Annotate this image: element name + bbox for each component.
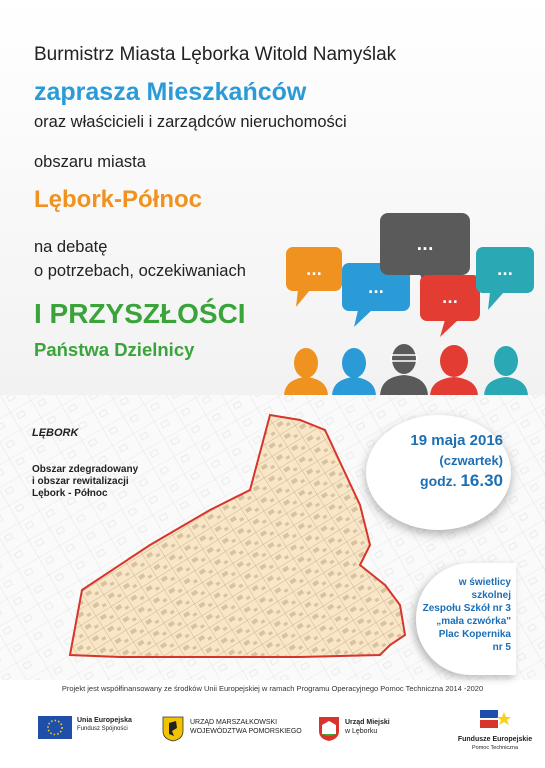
mayor-line: Burmistrz Miasta Lęborka Witold Namyślak (34, 44, 397, 65)
debate-line: na debatę (34, 238, 108, 256)
svg-text:...: ... (368, 281, 384, 297)
map-city-label: LĘBORK (32, 427, 79, 439)
fe-star-icon (476, 708, 514, 730)
invite-headline: zaprasza Mieszkańców (34, 78, 307, 106)
svg-text:...: ... (497, 263, 513, 279)
area-intro: obszaru miasta (34, 153, 146, 171)
person-silhouette-icon (332, 348, 376, 397)
community-illustration (280, 205, 540, 397)
district-name: Lębork-Północ (34, 186, 203, 213)
speech-bubble-icon (476, 247, 534, 310)
speech-bubble-icon (286, 247, 342, 307)
event-weekday: (czwartek) (439, 453, 503, 468)
pomorskie-logo: URZĄD MARSZAŁKOWSKI WOJEWÓDZTWA POMORSKIEGO (162, 716, 302, 742)
um-lebork-logo: Urząd Miejski w Lęborku (318, 716, 390, 742)
city-crest-icon (318, 716, 340, 742)
eu-logo: Unia Europejska Fundusz Spójności (38, 716, 132, 739)
svg-text:...: ... (416, 236, 434, 254)
person-silhouette-icon (380, 344, 428, 397)
map-area-caption: Obszar zdegradowany i obszar rewitalizacji Lębork - Północ (32, 464, 139, 499)
debate-topic: o potrzebach, oczekiwaniach (34, 262, 246, 280)
invite-subline: oraz właścicieli i zarządców nieruchomości (34, 113, 347, 131)
svg-text:...: ... (306, 263, 322, 279)
event-time: godz. 16.30 (420, 471, 503, 490)
fe-logo: Fundusze Europejskie Pomoc Techniczna (454, 708, 536, 753)
future-headline: I PRZYSZŁOŚCI (34, 298, 246, 329)
person-silhouette-icon (430, 345, 478, 397)
district-subline: Państwa Dzielnicy (34, 339, 195, 360)
eu-flag-icon (38, 716, 72, 739)
person-silhouette-icon (484, 346, 528, 397)
speech-bubble-icon (420, 275, 480, 337)
event-date: 19 maja 2016 (410, 432, 503, 449)
griffin-crest-icon (162, 716, 184, 742)
person-silhouette-icon (284, 348, 328, 397)
funding-note: Projekt jest współfinansowany ze środków Unii Europejskiej w ramach Programu Operacyjnego Pomoc Techniczna 2014 -2020 (61, 684, 484, 693)
svg-text:...: ... (442, 291, 458, 307)
venue-text: w świetlicy szkolnej Zespołu Szkół nr 3 „mała czwórka" Plac Kopernika nr 5 (422, 577, 511, 653)
